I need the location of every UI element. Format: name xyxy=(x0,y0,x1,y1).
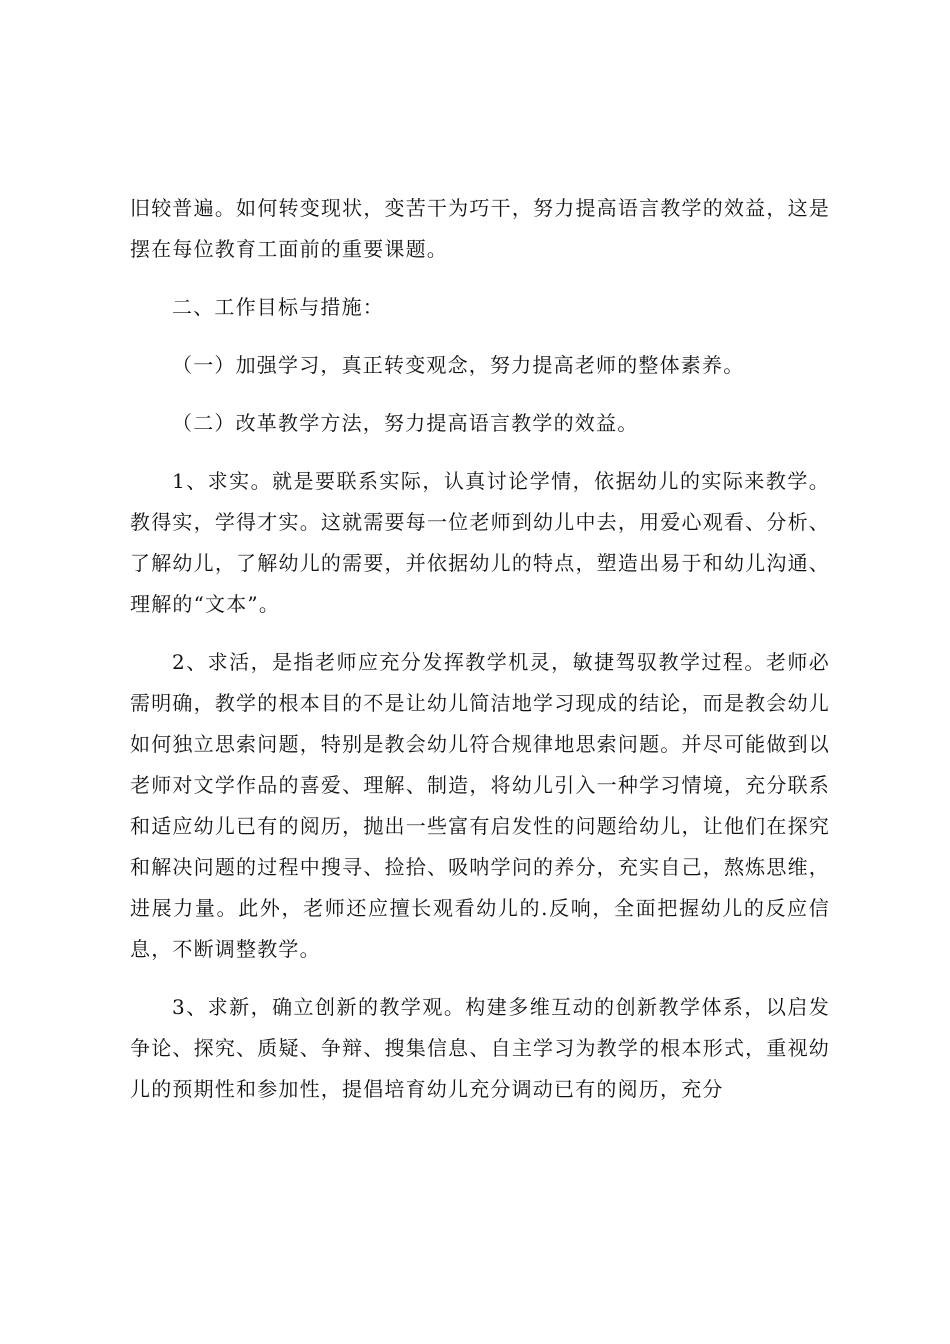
subheading-strengthen-learning: （一）加强学习，真正转变观念，努力提高老师的整体素养。 xyxy=(172,353,745,377)
paragraph-item-2: 2、求活，是指老师应充分发挥教学机灵，敏捷驾驭教学过程。老师必需明确，教学的根本目的不是让幼儿简洁地学习现成的结论，而是教会幼儿如何独立思索问题，特别是教会幼儿符合规律地思索问题。并尽可能做到以老师对文学作品的喜爱、理解、制造，将幼儿引入一种学习情境，充分联系和适应幼儿已有的阅历，抛出一些富有启发性的问题给幼儿，让他们在探究和解决问题的过程中搜寻、捡拾、吸呐学问的养分，充实自己，熬炼思维，进展力量。此外，老师还应擅长观看幼儿的.反响，全面把握幼儿的反应信息，不断调整教学。 xyxy=(130,650,830,961)
document-body xyxy=(130,188,830,1110)
paragraph-continuation: 旧较普遍。如何转变现状，变苦干为巧干，努力提高语言教学的效益，这是摆在每位教育工面前的重要课题。 xyxy=(130,196,830,261)
paragraph-item-1: 1、求实。就是要联系实际，认真讨论学情，依据幼儿的实际来教学。教得实，学得才实。这就需要每一位老师到幼儿中去，用爱心观看、分析、了解幼儿，了解幼儿的需要，并依据幼儿的特点，塑造出易于和幼儿沟通、理解的“文本”。 xyxy=(130,469,830,616)
subheading-reform-teaching: （二）改革教学方法，努力提高语言教学的效益。 xyxy=(172,411,639,435)
section-heading-goals-measures: 二、工作目标与措施： xyxy=(172,295,384,319)
paragraph-item-3: 3、求新，确立创新的教学观。构建多维互动的创新教学体系，以启发争论、探究、质疑、争辩、搜集信息、自主学习为教学的根本形式，重视幼儿的预期性和参加性，提倡培育幼儿充分调动已有的阅历，充分 xyxy=(130,995,830,1101)
